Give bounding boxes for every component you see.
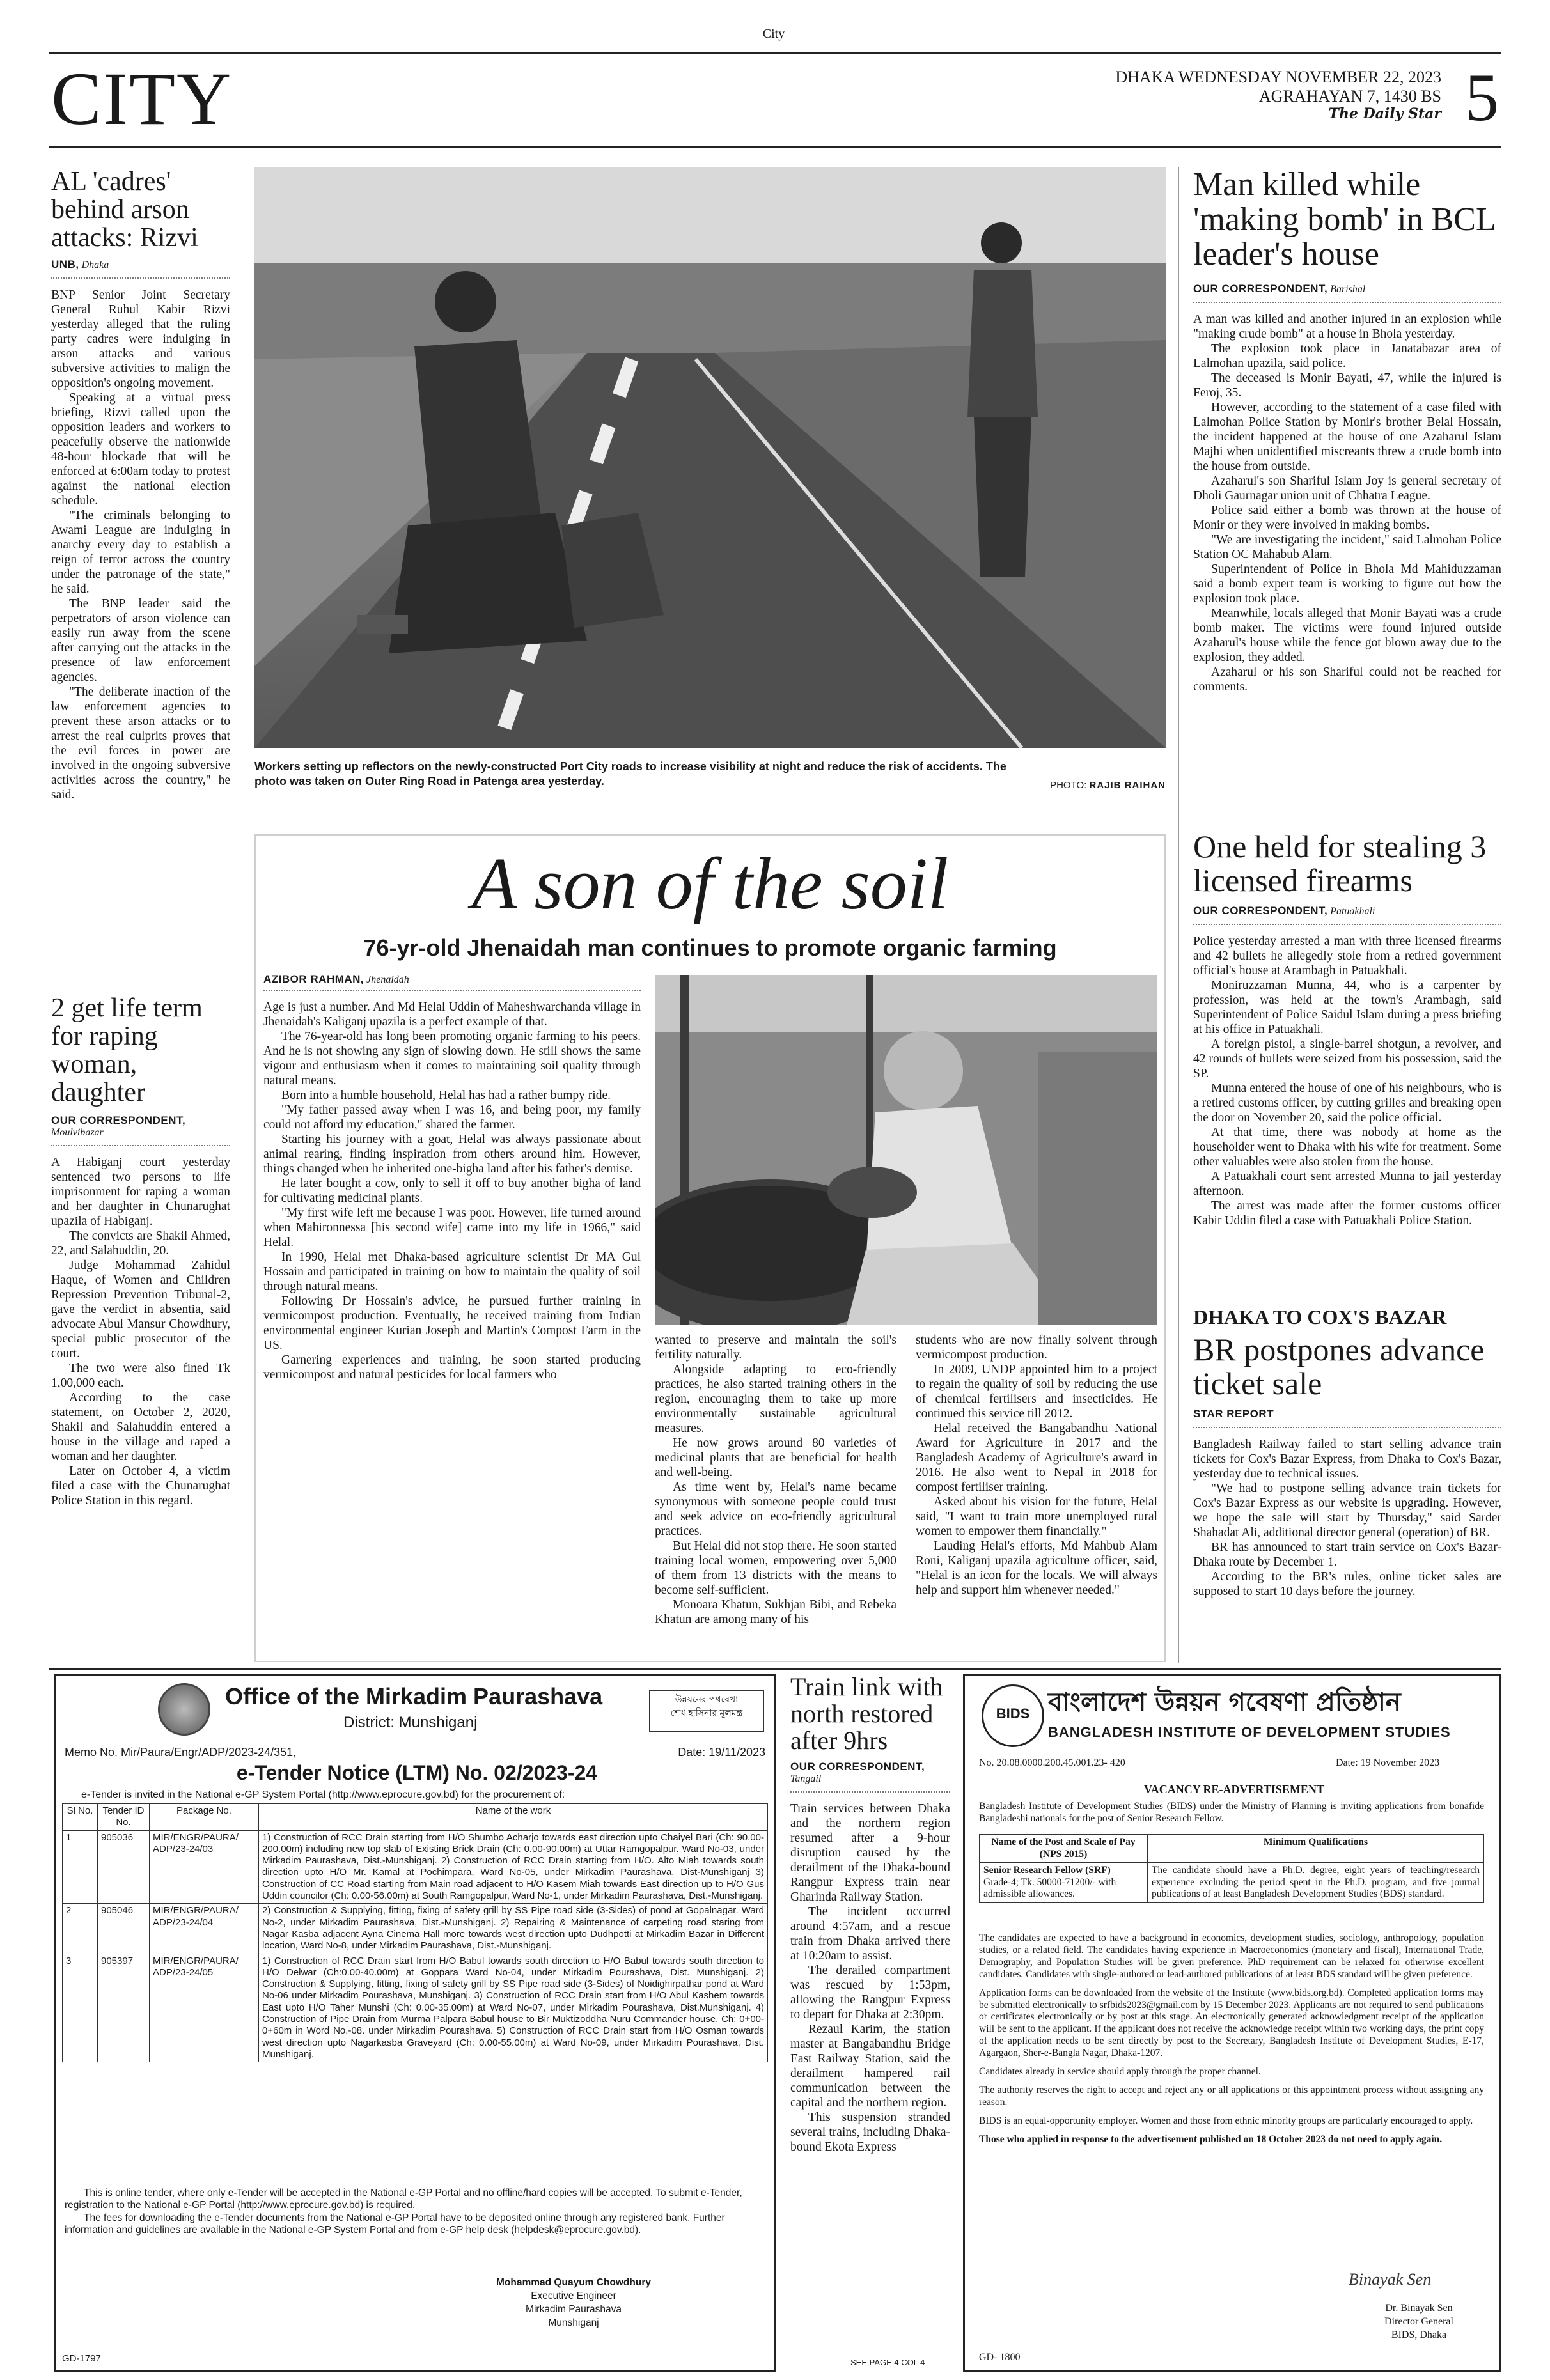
rizvi-byline xyxy=(51,258,230,271)
col-header: Minimum Qualifications xyxy=(1148,1835,1484,1863)
stamp-line-1: উন্নয়নের পথরেখা xyxy=(675,1695,739,1705)
reflector-photo-illustration xyxy=(254,167,1166,748)
paragraph: Candidates already in service should apply through the proper channel. xyxy=(979,2066,1261,2078)
soil-dots xyxy=(263,990,641,991)
col-header: Package No. xyxy=(150,1804,259,1831)
paragraph: The 76-year-old has long been promoting organic farming to his peers. And he is not showing any sign of slowing down. He still shows the same vigour and enthusiasm when it comes to maintaining soil quality through natural means. xyxy=(263,1030,641,1087)
signatory-name: Mohammad Quayum Chowdhury xyxy=(496,2277,651,2288)
cell: 905036 xyxy=(98,1830,150,1904)
br-kicker: DHAKA TO COX'S BAZAR xyxy=(1193,1305,1447,1328)
section-title: CITY xyxy=(51,57,233,141)
paragraph: But Helal did not stop there. He soon started training local women, empowering over 5,000 of them from 13 districts with the means to become self-sufficient. xyxy=(655,1539,896,1597)
paragraph: students who are now finally solvent through vermicompost production. xyxy=(916,1334,1157,1362)
paragraph: Superintendent of Police in Bhola Md Mahiduzzaman said a bomb expert team is working to figure out how the explosion took place. xyxy=(1193,562,1501,605)
paragraph: Alongside adapting to eco-friendly practices, he also started training others in the region, encouraging them to take up more environmentally sustainable agricultural measures. xyxy=(655,1363,896,1435)
firearms-correspondent: OUR CORRESPONDENT, xyxy=(1193,905,1328,917)
paper-name: The Daily Star xyxy=(1328,105,1441,122)
dateline xyxy=(1115,68,1441,122)
paragraph: The authority reserves the right to accept and reject any or all applications or this appointment process without assigning any reason. xyxy=(979,2084,1484,2108)
lifeterm-byline xyxy=(51,1114,230,1139)
post-detail: Grade-4; Tk. 50000-71200/- with admissible allowances. xyxy=(983,1876,1116,1900)
tender-emblem xyxy=(158,1683,210,1736)
tender-table xyxy=(62,1803,768,2062)
paragraph: A foreign pistol, a single-barrel shotgun, a revolver, and 42 rounds of bullets were seized from his possession, said the SP. xyxy=(1193,1038,1501,1080)
bids-logo-text: BIDS xyxy=(996,1706,1030,1722)
paragraph: Speaking at a virtual press briefing, Rizvi called upon the opposition leaders and workers to peacefully observe the nationwide 48-hour blockade that will be enforced at 6:00am today to protest against the national election schedule. xyxy=(51,391,230,508)
paragraph: A Patuakhali court sent arrested Munna to jail yesterday afternoon. xyxy=(1193,1170,1501,1198)
tender-office: Office of the Mirkadim Paurashava xyxy=(225,1683,603,1709)
tender-note: The fees for downloading the e-Tender documents from the National e-GP Portal have to be deposited online through any registered bank. Further information and guidelines are available in the National e-GP System Portal and from e-GP help desk (helpdesk@eprocure.gov.bd). xyxy=(65,2212,725,2236)
cell: 2 xyxy=(63,1904,98,1954)
tender-stamp xyxy=(649,1690,764,1732)
train-body xyxy=(790,1801,950,2154)
tender-ad xyxy=(54,1674,776,2372)
cell: 1) Construction of RCC Drain start from H/O Babul towards south direction to H/O Babul towards south direction to H/O Delwar (Ch:0.00-40.00m) at Goppara Ward No-04, under Mirkadim Pourashava, Dist. Munshiganj. 2) Construction & Supplying, fitting, fixing of safety grill by SS Pipe road side (3-Sides) of Noidighirpathar pond at Ward No-06 under Mirkadim Pourashava, Munshiganj. 3) Construction of RCC Drain start from H/O Abul Kashem towards East upto H/O Taher Munshi (Ch: 0.00-35.00m) at Ward No-07, under Mirkadim Pourashava, Dist.Munshiganj. 4) Construction of Pipe Drain from Murma Palpara Babul house to Bir Muktizoddha Nuru Commander house, Ch: 0+00-0+60m in Word No.-08. under Mirkadim Pourashava. 5) Construction of RCC Drain start from H/O Osman towards west direction upto Nagarkasba Graveyard (Ch: 0.00-55.00m) at Ward No-09, under Mirkadim Pourashava, Dist. Munshiganj. xyxy=(259,1954,768,2062)
signatory-line: BIDS, Dhaka xyxy=(1391,2329,1447,2340)
paragraph: A Habiganj court yesterday sentenced two persons to life imprisonment for raping a woman and her daughter in Chunarughat upazila of Habiganj. xyxy=(51,1156,230,1229)
reflector-credit xyxy=(998,780,1166,791)
paragraph: The explosion took place in Janatabazar area of Lalmohan upazila, said police. xyxy=(1193,341,1501,370)
cell: 905397 xyxy=(98,1954,150,2062)
paragraph: "The deliberate inaction of the law enforcement agencies to prevent these arson attacks or to arrest the real culprits proves that the evil forces in power are involved in the ongoing subversive activities across the country," he said. xyxy=(51,685,230,802)
divider xyxy=(790,1791,950,1793)
paragraph: In 1990, Helal met Dhaka-based agriculture scientist Dr MA Gul Hossain and participated in training on how to maintain the quality of soil through natural means. xyxy=(263,1250,641,1293)
br-byline: STAR REPORT xyxy=(1193,1408,1274,1420)
divider xyxy=(1193,302,1501,303)
rizvi-agency: UNB, xyxy=(51,258,79,271)
paragraph: Train services between Dhaka and the northern region resumed after a 9-hour disruption caused by the derailment of the Dhaka-bound Rangpur Express train near Gharinda Railway Station. xyxy=(790,1802,950,1904)
lifeterm-body xyxy=(51,1155,230,1508)
paragraph: Asked about his vision for the future, Helal said, "I want to train more unemployed rural women to empower them financially." xyxy=(916,1495,1157,1538)
soil-col-3 xyxy=(916,1333,1157,1598)
train-story xyxy=(790,1674,950,2154)
cell: 905046 xyxy=(98,1904,150,1954)
paragraph: In 2009, UNDP appointed him to a project to regain the quality of soil by reducing the use of chemical fertilisers and insecticides. He continued this service till 2012. xyxy=(916,1363,1157,1420)
paragraph: BR has announced to start train service on Cox's Bazar-Dhaka route by December 1. xyxy=(1193,1541,1501,1569)
bomb-headline: Man killed while 'making bomb' in BCL leader's house xyxy=(1193,166,1495,273)
paragraph: At that time, there was nobody at home as the householder went to Dhaka with his wife for treatment. Some other valuables were also stolen from the house. xyxy=(1193,1126,1501,1169)
signatory-line: Director General xyxy=(1384,2315,1453,2327)
tender-signatory xyxy=(465,2276,682,2330)
post-name: Senior Research Fellow (SRF) xyxy=(983,1865,1111,1876)
paragraph: "We had to postpone selling advance train tickets for Cox's Bazar Express as our website is upgrading. However, we hope the sale will start by Thursday," said Sarder Shahadat Ali, additional director general (operation) of BR. xyxy=(1193,1482,1501,1539)
paragraph: Starting his journey with a goat, Helal was always passionate about animal rearing, finding inspiration from others around him. However, things changed when he inherited one-bigha land after his father's demise. xyxy=(263,1133,641,1176)
paragraph: wanted to preserve and maintain the soil's fertility naturally. xyxy=(655,1334,896,1362)
paragraph: Bangladesh Railway failed to start selling advance train tickets for Cox's Bazar Express, from Dhaka to Cox's Bazar, yesterday due to technical issues. xyxy=(1193,1438,1501,1481)
paragraph: Azaharul or his son Shariful could not be reached for comments. xyxy=(1193,665,1501,694)
tender-notes xyxy=(65,2187,768,2237)
bids-date: Date: 19 November 2023 xyxy=(1336,1757,1440,1768)
paragraph: The derailed compartment was rescued by 1:53pm, allowing the Rangpur Express to depart for Dhaka at 2:30pm. xyxy=(790,1964,950,2021)
train-correspondent: OUR CORRESPONDENT, xyxy=(790,1761,925,1773)
train-byline xyxy=(790,1761,950,1785)
cell: 3 xyxy=(63,1954,98,2062)
tender-ad-code: GD-1797 xyxy=(62,2353,101,2364)
cell: 1) Construction of RCC Drain starting from H/O Shumbo Acharjo towards east direction upto Chaiyel Bari (Ch: 90.00-200.00m) including new top slab of Existing Brick Drain (Ch: 0.00-90.00m) at Uttar Ramgopalpur. Ward No-03, under Mirkadim Paurashava, Dist.-Munshiganj. 2) Construction of RCC Drain starting from H/O. Alto Miah towards south direction upto H/O Mr. Kamal at Pochimpara, Ward No-05, under Mirkadim Paurashava. Dist-Munshiganj 3) Construction of CC Road starting from Main road adjacent to H/O Kasem Miah towards East direction up to H/O Gus Uddin councilor (Ch: 0.00-56.00m) at South Ramgopalpur, Ward No-1, under Mirkadim Paurashava, Dist.-Munshiganj. xyxy=(259,1830,768,1904)
lifeterm-headline: 2 get life term for raping woman, daughter xyxy=(51,993,203,1108)
cell xyxy=(980,1863,1148,1903)
paragraph: Police yesterday arrested a man with three licensed firearms and 42 bullets he allegedly stole from a retired government official's house at Arambagh in Patuakhali. xyxy=(1193,935,1501,977)
paragraph: Azaharul's son Shariful Islam Joy is general secretary of Dholi Gaurnagar union unit of Chhatra League. xyxy=(1193,474,1501,502)
bomb-correspondent: OUR CORRESPONDENT, xyxy=(1193,282,1328,295)
col-header: Tender ID No. xyxy=(98,1804,150,1831)
cell: 1 xyxy=(63,1830,98,1904)
bids-ad xyxy=(963,1674,1501,2372)
divider xyxy=(51,277,230,279)
column-rule-right xyxy=(1178,167,1179,1663)
train-headline: Train link with north restored after 9hrs xyxy=(790,1672,943,1755)
cell: MIR/ENGR/PAURA/ ADP/23-24/05 xyxy=(150,1954,259,2062)
bomb-body xyxy=(1193,312,1501,694)
tender-date: Date: 19/11/2023 xyxy=(678,1746,765,1759)
paragraph: Those who applied in response to the advertisement published on 18 October 2023 do not need to apply again. xyxy=(979,2133,1443,2145)
cell: MIR/ENGR/PAURA/ ADP/23-24/04 xyxy=(150,1904,259,1954)
paragraph: Munna entered the house of one of his neighbours, who is a retired customs officer, by cutting grilles and breaking open the door on November 20, said the police official. xyxy=(1193,1082,1501,1124)
firearms-headline: One held for stealing 3 licensed firearms xyxy=(1193,828,1487,898)
table-row xyxy=(63,1904,768,1954)
paragraph: The BNP leader said the perpetrators of arson violence can easily run away from the scene after carrying out the attacks in the presence of law enforcement agencies. xyxy=(51,597,230,685)
paragraph: He later bought a cow, only to sell it off to buy another bigha of land for cultivating medicinal plants. xyxy=(263,1177,641,1205)
section-top-label: City xyxy=(762,27,785,41)
table-row xyxy=(980,1863,1484,1903)
tender-memo: Memo No. Mir/Paura/Engr/ADP/2023-24/351, xyxy=(65,1746,297,1759)
bids-intro: Bangladesh Institute of Development Studies (BIDS) under the Ministry of Planning is inviting applications from bonafide Bangladeshi nationals for the post of Senior Research Fellow. xyxy=(979,1801,1484,1824)
paragraph: Application forms can be downloaded from the website of the Institute (www.bids.org.bd). Completed application forms may be submitted electronically to srfbids2023@gmail.com by 15 December 2023. Applicants are not required to send publications or certificates electronically or by post at this stage. An electronically generated acknowledgment receipt of the application will be sent to the applicant. If the applicant does not receive the acknowledge receipt within two working days, the print copy of the application needs to be sent directly by post to the Secretary, Bangladesh Institute of Development Studies, E-17, Agargaon, Sher-e-Bangla Nagar, Dhaka-1207. xyxy=(979,1987,1484,2059)
farmer-photo xyxy=(655,975,1157,1325)
bomb-story xyxy=(1193,167,1501,694)
bids-english-name: BANGLADESH INSTITUTE OF DEVELOPMENT STUDIES xyxy=(1048,1724,1451,1740)
paragraph: The incident occurred around 4:57am, and a rescue train from Dhaka arrived there at 10:20am to assist. xyxy=(790,1905,950,1963)
soil-col-2 xyxy=(655,1333,896,1627)
paragraph: However, according to the statement of a case filed with Lalmohan Police Station by Monir's brother Belal Hossain, the incident happened at the house of one Azaharul Islam Majhi when unidentified miscreants threw a crude bomb into the house from outside. xyxy=(1193,400,1501,473)
farmer-photo-illustration xyxy=(655,975,1157,1325)
bids-table xyxy=(979,1834,1484,1903)
lifeterm-correspondent: OUR CORRESPONDENT, xyxy=(51,1114,186,1127)
paragraph: "We are investigating the incident," said Lalmohan Police Station OC Mahabub Alam. xyxy=(1193,533,1501,561)
cell: The candidate should have a Ph.D. degree, eight years of teaching/research experience excluding the period spent in the Ph.D. program, and five journal publications of at least Bangladesh Development Studies (BDS) standard. xyxy=(1148,1863,1484,1903)
soil-col-1 xyxy=(263,1000,641,1382)
tender-intro: e-Tender is invited in the National e-GP System Portal (http://www.eprocure.gov.bd) for the procurement of: xyxy=(81,1789,565,1800)
cell: MIR/ENGR/PAURA/ ADP/23-24/03 xyxy=(150,1830,259,1904)
paragraph: Monoara Khatun, Sukhjan Bibi, and Rebeka Khatun are among many of his xyxy=(655,1598,896,1626)
firearms-story xyxy=(1193,830,1501,1228)
paragraph: Moniruzzaman Munna, 44, who is a carpenter by profession, was held at the town's Arambagh, said Superintendent of Police Saidul Islam during a press briefing at his office in Patuakhali. xyxy=(1193,979,1501,1036)
paragraph: As time went by, Helal's name became synonymous with someone people could trust and seek advice on eco-friendly agricultural practices. xyxy=(655,1481,896,1538)
table-row xyxy=(63,1954,768,2062)
soil-byline xyxy=(263,973,647,986)
tender-title: e-Tender Notice (LTM) No. 02/2023-24 xyxy=(236,1761,598,1784)
lifeterm-story xyxy=(51,994,230,1508)
paragraph: The arrest was made after the former customs officer Kabir Uddin filed a case with Patuakhali Police Station. xyxy=(1193,1199,1501,1227)
col-header: Sl No. xyxy=(63,1804,98,1831)
bomb-byline xyxy=(1193,283,1501,295)
col-header: Name of the Post and Scale of Pay (NPS 2015) xyxy=(980,1835,1148,1863)
paragraph: Later on October 4, a victim filed a case with the Chunarughat Police Station in this regard. xyxy=(51,1465,230,1508)
paragraph: "The criminals belonging to Awami League are indulging in anarchy every day to establish a reign of terror across the country under the patronage of the state," he said. xyxy=(51,509,230,596)
paragraph: The deceased is Monir Bayati, 47, while the injured is Feroj, 35. xyxy=(1193,371,1501,400)
bids-signatory xyxy=(1349,2302,1489,2342)
bangla-date-text: AGRAHAYAN 7, 1430 BS xyxy=(1258,86,1441,105)
credit-label: PHOTO: xyxy=(1050,780,1087,791)
table-row xyxy=(63,1830,768,1904)
paragraph: The convicts are Shakil Ahmed, 22, and Salahuddin, 20. xyxy=(51,1229,230,1258)
paragraph: Judge Mohammad Zahidul Haque, of Women and Children Repression Prevention Tribunal-2, gave the verdict in absentia, said advocate Abul Mansur Chowdhury, special public prosecutor of the court. xyxy=(51,1259,230,1361)
tender-district: District: Munshiganj xyxy=(343,1714,478,1731)
paragraph: BIDS is an equal-opportunity employer. Women and those from ethnic minority groups are particularly encouraged to apply. xyxy=(979,2115,1473,2126)
bids-bangla-name: বাংলাদেশ উন্নয়ন গবেষণা প্রতিষ্ঠান xyxy=(1048,1688,1401,1717)
soil-author: AZIBOR RAHMAN, xyxy=(263,973,364,985)
divider xyxy=(51,1145,230,1146)
bottom-section-rule xyxy=(49,1668,1501,1670)
paragraph: Rezaul Karim, the station master at Bangabandhu Bridge East Railway Station, said the derailment hampered rail communication between the capital and the northern region. xyxy=(790,2023,950,2110)
paragraph: BNP Senior Joint Secretary General Ruhul Kabir Rizvi yesterday alleged that the ruling party cadres were indulging in arson attacks and various subversive activities to malign the opposition's ongoing movement. xyxy=(51,288,230,391)
tender-note: This is online tender, where only e-Tender will be accepted in the National e-GP Portal and no offline/hard copies will be accepted. To submit e-Tender, registration to the National e-GP Portal (http://www.eprocure.gov.bd) is required. xyxy=(65,2188,742,2211)
bids-title: VACANCY RE-ADVERTISEMENT xyxy=(1144,1783,1324,1796)
paragraph: Following Dr Hossain's advice, he pursued further training in vermicompost production. Eventually, he received training from Indian environmental engineer Kurian Joseph and Martin's Compost Farm in the US. xyxy=(263,1295,641,1352)
page-number: 5 xyxy=(1465,60,1499,135)
signatory-line: Executive Engineer xyxy=(531,2290,616,2301)
firearms-location: Patuakhali xyxy=(1330,906,1375,917)
paragraph: A man was killed and another injured in an explosion while "making crude bomb" at a house in Bhola yesterday. xyxy=(1193,312,1501,341)
stamp-line-2: শেখ হাসিনার মূলমন্ত্র xyxy=(670,1708,743,1718)
paragraph: Born into a humble household, Helal has had a rather bumpy ride. xyxy=(281,1089,611,1102)
paragraph: Meanwhile, locals alleged that Monir Bayati was a crude bomb maker. The victims were found injured outside Azaharul's house while the fence got blown away due to the explosion, they added. xyxy=(1193,606,1501,664)
cell: 2) Construction & Supplying, fitting, fixing of safety grill by SS Pipe road side (3-Sides) of pond at Gopalnagar. Ward No-2, under Mirkadim Paurashava, Dist.-Munshiganj. 2) Repairing & Maintenance of carpeting road staring from Nagar Kasba adjacent Ayna Cinema Hall more towards west direction upto Dudhpotti at Mirkadim Bazar in Different location, Ward No-8, under Mirkadim Paurashava, Dist.-Munshiganj. xyxy=(259,1904,768,1954)
rizvi-location: Dhaka xyxy=(81,260,109,271)
paragraph: He now grows around 80 varieties of medicinal plants that are beneficial for health and well-being. xyxy=(655,1436,896,1479)
credit-name: RAJIB RAIHAN xyxy=(1089,780,1166,791)
paragraph: According to the BR's rules, online ticket sales are supposed to start 10 days before the journey. xyxy=(1193,1570,1501,1598)
paragraph: The candidates are expected to have a background in economics, development studies, sociology, anthropology, population studies, or a related field. The candidates having experience in Macroeconomics (monetary and fiscal), International Trade, Demography, and Population Studies will be given preference. PhD requirement can be relaxed for otherwise excellent candidates. Candidates with single-authored or lead-authored publications of at least BDS standard will be given preference. xyxy=(979,1933,1484,1980)
tender-table-header xyxy=(63,1804,768,1831)
reflector-photo xyxy=(254,167,1166,748)
date-text: DHAKA WEDNESDAY NOVEMBER 22, 2023 xyxy=(1115,68,1441,86)
paragraph: "My first wife left me because I was poor. However, life turned around when Mahironnessa [his second wife] came into my life in 1966," said Helal. xyxy=(263,1206,641,1249)
paragraph: Lauding Helal's efforts, Md Mahbub Alam Roni, Kaliganj upazila agriculture officer, said, "Helal is an icon for the locals. We will always help and support him whenever needed." xyxy=(916,1539,1157,1597)
bids-logo xyxy=(982,1684,1044,1747)
bids-ad-code: GD- 1800 xyxy=(979,2352,1021,2363)
divider xyxy=(1193,924,1501,925)
paragraph: The two were also fined Tk 1,00,000 each. xyxy=(51,1362,230,1390)
reflector-caption: Workers setting up reflectors on the newly-constructed Port City roads to increase visibility at night and reduce the risk of accidents. The photo was taken on Outer Ring Road in Patenga area yesterday. xyxy=(254,760,1006,788)
divider xyxy=(1193,1427,1501,1428)
train-location: Tangail xyxy=(790,1773,822,1784)
firearms-body xyxy=(1193,934,1501,1228)
paragraph: According to the case statement, on October 2, 2020, Shakil and Salahuddin entered a house in the village and raped a woman and her daughter. xyxy=(51,1391,230,1464)
rizvi-headline: AL 'cadres' behind arson attacks: Rizvi xyxy=(51,167,198,253)
signatory-line: Mirkadim Paurashava xyxy=(526,2303,622,2315)
soil-location: Jhenaidah xyxy=(366,974,409,985)
paragraph: This suspension stranded several trains, including Dhaka-bound Ekota Express xyxy=(790,2111,950,2154)
rizvi-story xyxy=(51,167,230,802)
bids-ref: No. 20.08.0000.200.45.001.23- 420 xyxy=(979,1757,1125,1768)
paragraph: "My father passed away when I was 16, and being poor, my family could not afford my education," shared the farmer. xyxy=(263,1103,641,1132)
soil-headline: A son of the soil xyxy=(471,843,949,925)
signatory-line: Munshiganj xyxy=(548,2317,599,2328)
top-rule xyxy=(49,52,1501,54)
paragraph: Age is just a number. And Md Helal Uddin of Maheshwarchanda village in Jhenaidah's Kaliganj upazila is a perfect example of that. xyxy=(263,1000,641,1029)
br-headline: BR postpones advance ticket sale xyxy=(1193,1332,1485,1401)
lifeterm-location: Moulvibazar xyxy=(51,1127,104,1139)
br-story xyxy=(1193,1305,1501,1599)
bids-table-header xyxy=(980,1835,1484,1863)
bids-signature: Binayak Sen xyxy=(1349,2270,1432,2289)
bids-body xyxy=(979,1933,1484,2152)
masthead-rule xyxy=(49,146,1501,148)
signatory-line: Dr. Binayak Sen xyxy=(1385,2303,1453,2314)
paragraph: Police said either a bomb was thrown at the house of Monir or they were involved in making bombs. xyxy=(1193,503,1501,532)
paragraph: Helal received the Bangabandhu National Award for Agriculture in 2017 and the Bangladesh Academy of Agriculture's award in 2016. He also went to Nepal in 2018 for compost fertiliser training. xyxy=(916,1422,1157,1494)
firearms-byline xyxy=(1193,905,1501,917)
train-jump-link[interactable]: SEE PAGE 4 COL 4 xyxy=(850,2358,925,2367)
rizvi-body xyxy=(51,288,230,802)
soil-subhead: 76-yr-old Jhenaidah man continues to promote organic farming xyxy=(363,935,1057,961)
col-header: Name of the work xyxy=(259,1804,768,1831)
br-body xyxy=(1193,1437,1501,1599)
paragraph: Garnering experiences and training, he soon started producing vermicompost and natural pesticides for local farmers who xyxy=(263,1353,641,1381)
bomb-location: Barishal xyxy=(1330,283,1366,295)
